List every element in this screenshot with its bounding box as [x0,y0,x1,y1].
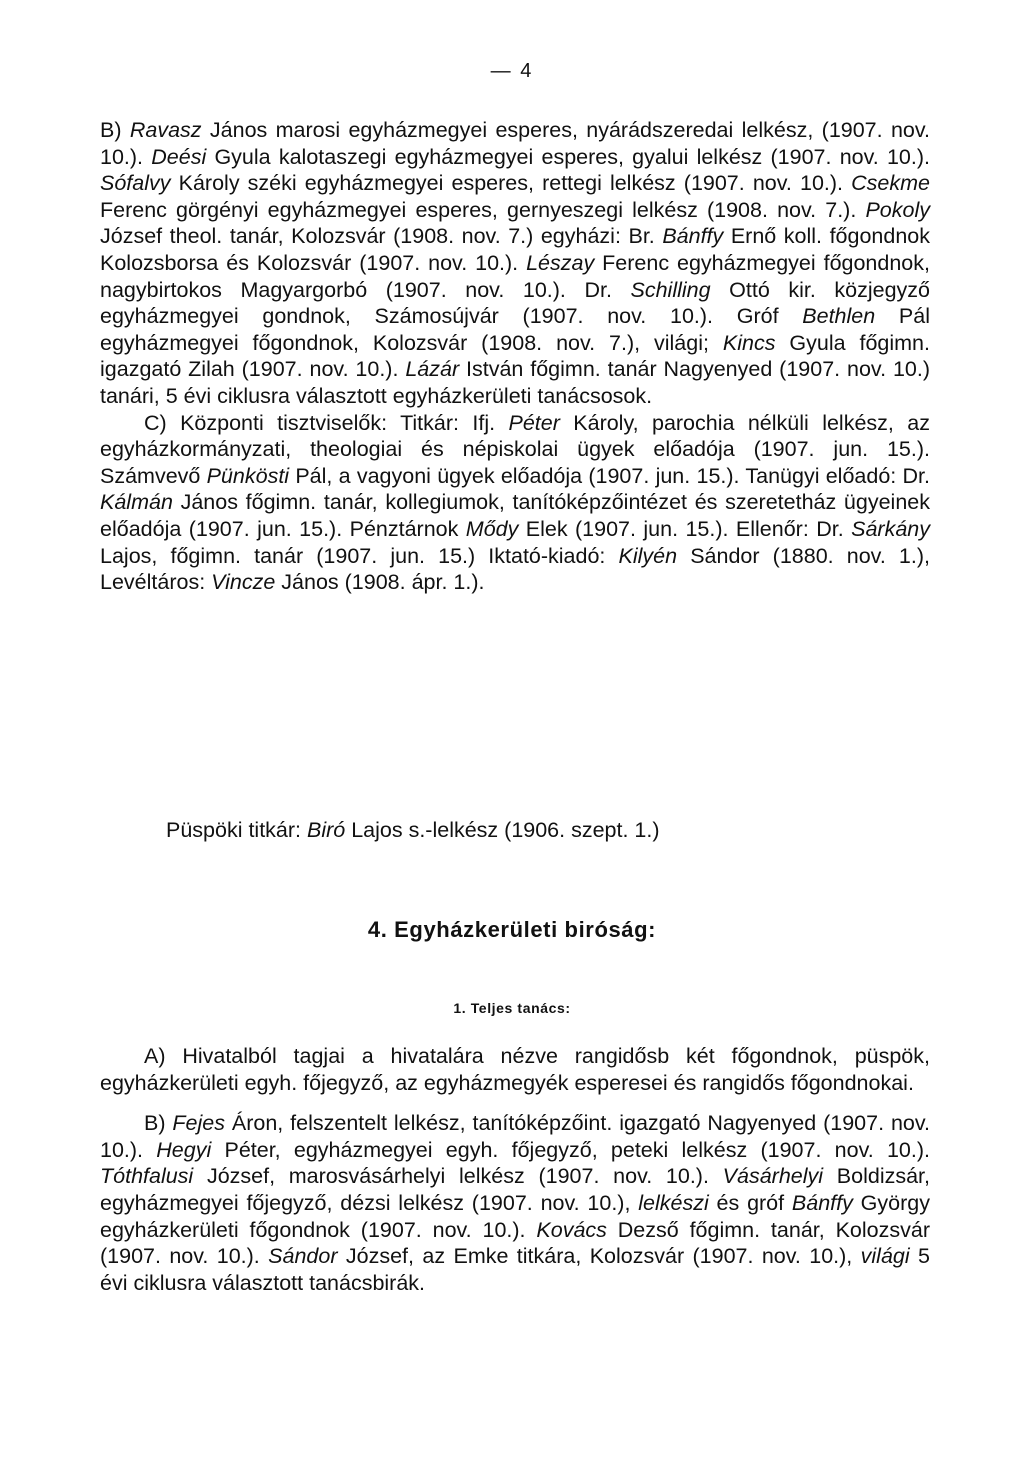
italic-name: Sárkány [851,516,930,541]
italic-name: Sófalvy [100,171,171,196]
italic-name: Lészay [526,250,595,275]
italic-name: Kálmán [100,490,173,515]
italic-name: Vincze [211,570,276,595]
italic-name: Kincs [722,330,776,355]
italic-name: Deési [151,144,207,169]
italic-name: Kovács [536,1217,607,1242]
paragraph-b-judges: B) Fejes Áron, felszentelt lelkész, tanítóképzőint. igazgató Nagyenyed (1907. nov. 10.). Hegyi Péter, egyházmegyei egyh. főjegyző, peteki lelkész (1907. nov. 10.). Tóthfalusi József, marosvásárhelyi lelkész (1907. nov. 10.). Vásárhelyi Boldizsár, egyházmegyei főjegyző, dézsi lelkész (1907. nov. 10.), lelkészi és gróf Bánffy György egyházkerületi főgondnok (1907. nov. 10.). Kovács Dezső főgimn. tanár, Kolozsvár (1907. nov. 10.). Sándor József, az Emke titkára, Kolozsvár (1907. nov. 10.), világi 5 évi ciklusra választott tanácsbirák. [100,1111,930,1295]
italic-name: Biró [307,818,346,842]
italic-name: Bánffy [662,224,724,249]
lower-text-block [100,1043,930,1296]
section-heading: 4. Egyházkerületi biróság: [367,917,657,942]
italic-name: Péter [508,410,560,435]
italic-name: Ravasz [129,118,202,142]
italic-name: Schilling [630,277,711,302]
italic-name: Bánffy [791,1190,853,1215]
subsection-heading: 1. Teljes tanács: [453,1000,571,1016]
italic-name: Tóthfalusi [100,1164,194,1189]
italic-name: lelkészi [638,1190,709,1215]
italic-name: Pokoly [865,197,930,222]
italic-name: Lázár [405,357,460,382]
paragraph-a-ex-officio: A) Hivatalból tagjai a hivatalára nézve rangidősb két főgondnok, püspök, egyházkerületi egyh. főjegyző, az egyházmegyék esperesei és rangidős főgondnokai. [100,1044,930,1095]
italic-name: Kilyén [618,543,678,568]
paragraph-c-central-officials: C) Központi tisztviselők: Titkár: Ifj. Péter Károly, parochia nélküli lelkész, az egyházkormányzati, theologiai és népiskolai ügyek előadója (1907. jun. 15.). Számvevő Pünkösti Pál, a vagyoni ügyek előadója (1907. jun. 15.). Tanügyi előadó: Dr. Kálmán János főgimn. tanár, kollegiumok, tanítóképzőintézet és szeretetház ügyeinek előadója (1907. jun. 15.). Pénztárnok Mődy Elek (1907. jun. 15.). Ellenőr: Dr. Sárkány Lajos, főgimn. tanár (1907. jun. 15.) Iktató-kiadó: Kilyén Sándor (1880. nov. 1.), Levéltáros: Vincze János (1908. ápr. 1.). [100,410,930,595]
italic-name: Fejes [172,1111,225,1136]
italic-name: Pünkösti [206,463,290,488]
italic-name: Vásárhelyi [722,1164,824,1189]
bishop-secretary-line: Püspöki titkár: Biró Lajos s.-lelkész (1906. szept. 1.) [166,818,660,842]
italic-name: Mődy [465,516,519,541]
italic-name: világi [860,1244,910,1269]
page-number: — 4 [490,60,534,82]
italic-name: Hegyi [156,1137,212,1162]
paragraph-b-councillors: B) Ravasz János marosi egyházmegyei esperes, nyárádszeredai lelkész, (1907. nov. 10.). Deési Gyula kalotaszegi egyházmegyei esperes, gyalui lelkész (1907. nov. 10.). Sófalvy Károly széki egyházmegyei esperes, rettegi lelkész (1907. nov. 10.). Csekme Ferenc görgényi egyházmegyei esperes, gernyeszegi lelkész (1908. nov. 7.). Pokoly József theol. tanár, Kolozsvár (1908. nov. 7.) egyházi: Br. Bánffy Ernő koll. főgondnok Kolozsborsa és Kolozsvár (1907. nov. 10.). Lészay Ferenc egyházmegyei főgondnok, nagybirtokos Magyargorbó (1907. nov. 10.). Dr. Schilling Ottó kir. közjegyző egyházmegyei gondnok, Számosújvár (1907. nov. 10.). Gróf Bethlen Pál egyházmegyei főgondnok, Kolozsvár (1908. nov. 7.), világi; Kincs Gyula főgimn. igazgató Zilah (1907. nov. 10.). Lázár István főgimn. tanár Nagyenyed (1907. nov. 10.) tanári, 5 évi ciklusra választott egyházkerületi tanácsosok. [100,118,931,408]
upper-text-block [100,117,930,596]
italic-name: Sándor [268,1244,338,1269]
italic-name: Bethlen [802,304,876,329]
italic-name: Csekme [851,171,930,196]
